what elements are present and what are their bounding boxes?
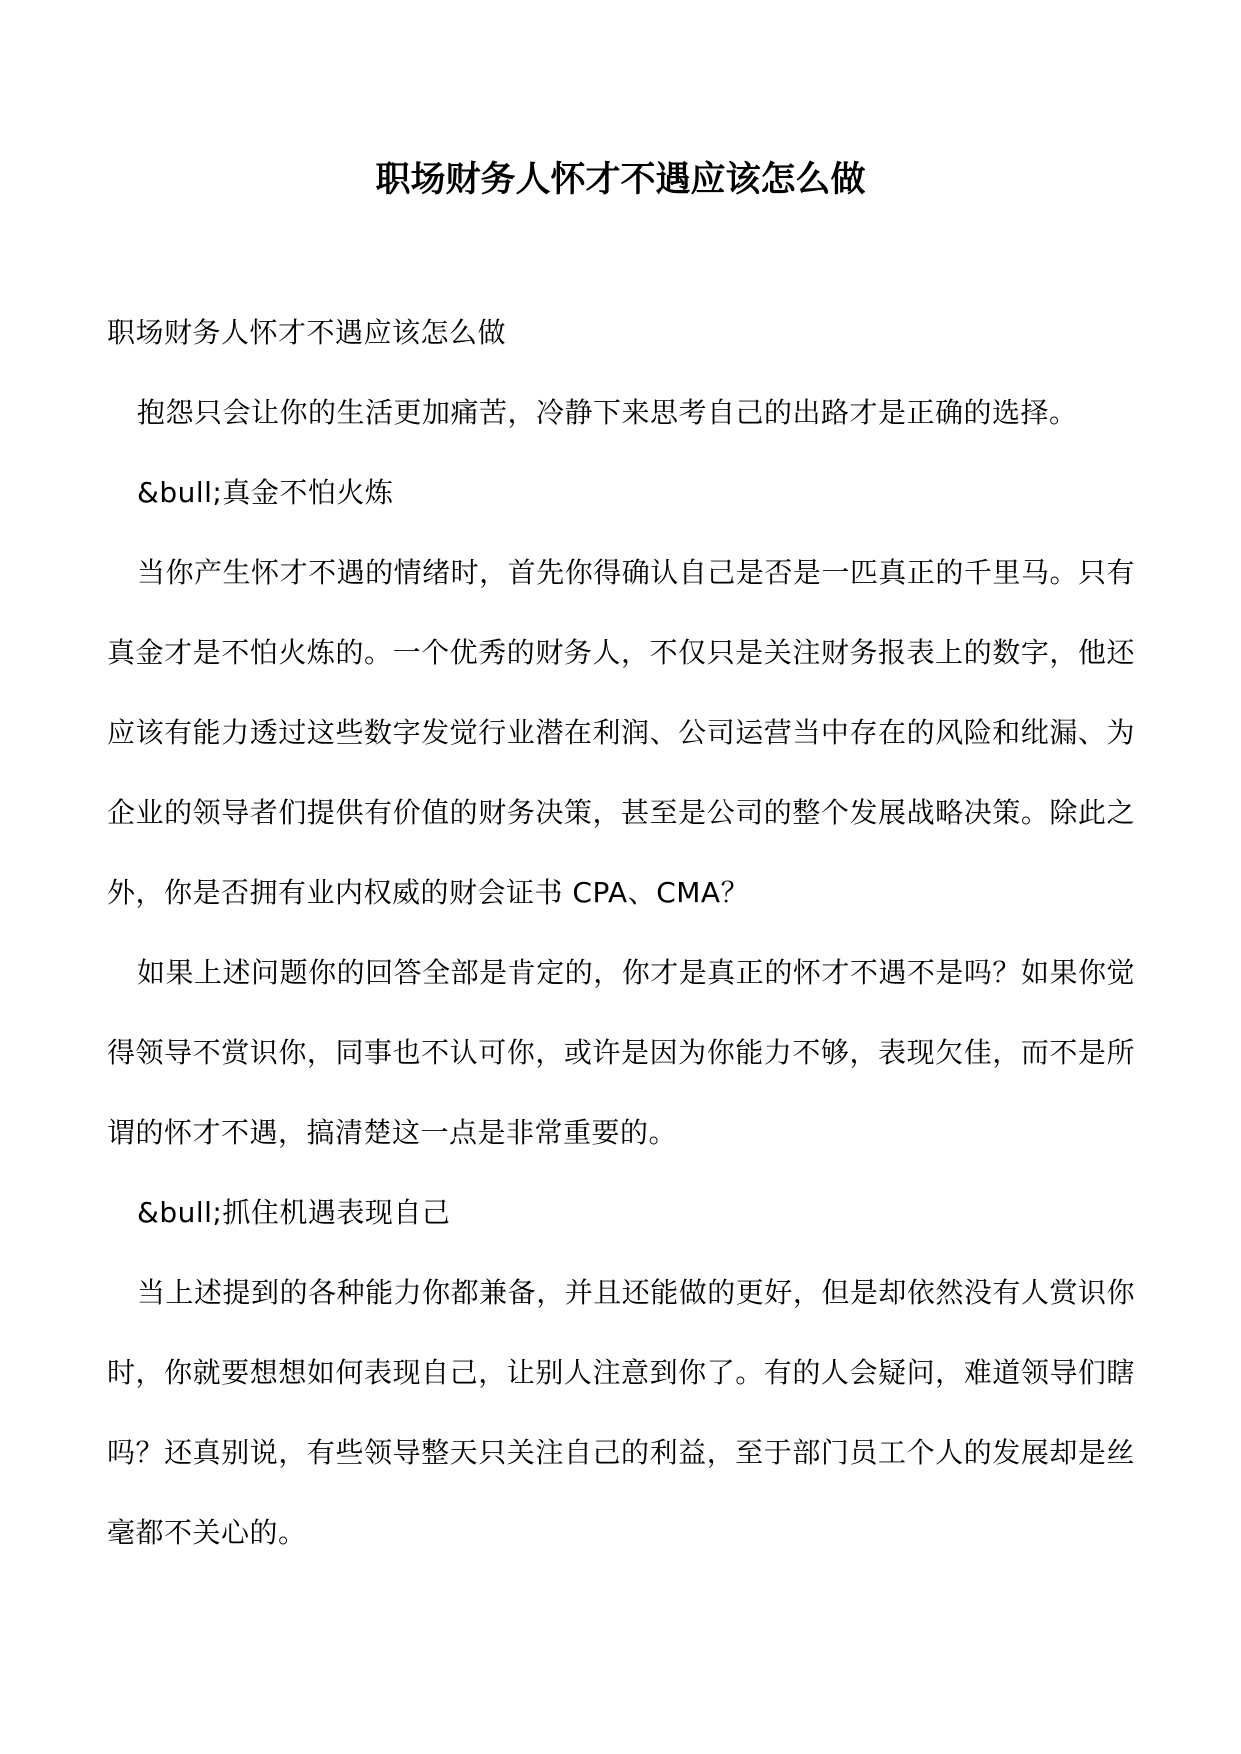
paragraph-heading: 职场财务人怀才不遇应该怎么做 — [107, 316, 507, 349]
paragraph-section-1-a: 当你产生怀才不遇的情绪时，首先你得确认自己是否是一匹真正的千里马。只有真金才是不怕火炼的。一个优秀的财务人，不仅只是关注财务报表上的数字，他还应该有能力透过这些数字发觉行业潜在利润、公司运营当中存在的风险和纰漏、为企业的领导者们提供有价值的财务决策，甚至是公司的整个发展战略决策。除此之外，你是否拥有业内权威的财会证书 CPA、CMA？ — [107, 556, 1135, 909]
paragraph-section-2-a: 当上述提到的各种能力你都兼备，并且还能做的更好，但是却依然没有人赏识你时，你就要想想如何表现自己，让别人注意到你了。有的人会疑问，难道领导们瞎吗？还真别说，有些领导整天只关注自己的利益，至于部门员工个人的发展却是丝毫都不关心的。 — [107, 1276, 1135, 1549]
document-body — [107, 293, 1135, 1573]
section-heading-1: &bull;真金不怕火炼 — [137, 476, 394, 509]
paragraph-section-1-b: 如果上述问题你的回答全部是肯定的，你才是真正的怀才不遇不是吗？如果你觉得领导不赏识你，同事也不认可你，或许是因为你能力不够，表现欠佳，而不是所谓的怀才不遇，搞清楚这一点是非常重要的。 — [107, 956, 1135, 1149]
document-title: 职场财务人怀才不遇应该怎么做 — [375, 159, 866, 200]
paragraph-intro: 抱怨只会让你的生活更加痛苦，冷静下来思考自己的出路才是正确的选择。 — [137, 396, 1078, 429]
section-heading-2: &bull;抓住机遇表现自己 — [137, 1196, 451, 1229]
